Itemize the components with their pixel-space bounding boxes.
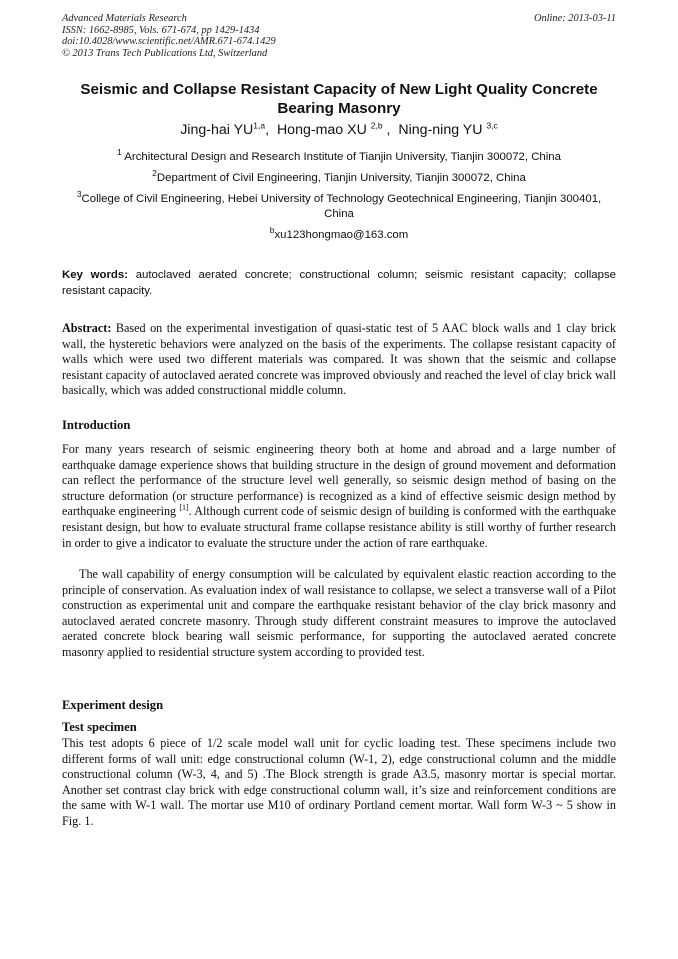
issn-line: ISSN: 1662-8985, Vols. 671-674, pp 1429-1434 bbox=[62, 24, 260, 36]
experiment-paragraph: This test adopts 6 piece of 1/2 scale model wall unit for cyclic loading test. These specimens include two different forms of wall unit: edge constructional column (W-1, 2), edge constructional column and the middle constructional column (W-3, 4, and 5) .The Block strength is grade A3.5, masonry mortar is special mortar. Another set contrast clay brick with edge constructional column wall, it’s size and reinforcement conditions are the same with W-1 wall. The mortar use M10 of ordinary Portland cement mortar. Wall form W-3 ~ 5 show in Fig. 1. bbox=[62, 736, 616, 828]
copyright-line: © 2013 Trans Tech Publications Ltd, Switzerland bbox=[62, 47, 268, 59]
abstract-text: Based on the experimental investigation of quasi-static test of 5 AAC block walls and 1 clay brick wall, the hysteretic behaviors were analyzed on the basis of the experiments. The collapse resistant capacity of walls which were used two different materials was compared. It was shown that the seismic and collapse resistant capacity of autoclaved aerated concrete was improved obviously and reached the level of clay brick wall basically, which was added constructional middle column. bbox=[62, 321, 616, 398]
journal-header bbox=[62, 13, 616, 59]
affiliation-text: Architectural Design and Research Institute of Tianjin University, Tianjin 300072, China bbox=[121, 151, 561, 163]
abstract-label: Abstract: bbox=[62, 321, 112, 335]
affiliation-text: College of Civil Engineering, Hebei University of Technology Geotechnical Engineering, Tianjin 300401, China bbox=[81, 193, 602, 220]
author-name: Jing-hai YU bbox=[180, 122, 254, 138]
affiliation-text: Department of Civil Engineering, Tianjin University, Tianjin 300072, China bbox=[156, 172, 526, 184]
keywords bbox=[62, 268, 616, 299]
keywords-label: Key words: bbox=[62, 269, 128, 281]
affiliation-mark: 1 bbox=[117, 147, 122, 158]
abstract bbox=[62, 321, 616, 399]
introduction-paragraph-1 bbox=[62, 442, 616, 551]
test-specimen-subheading: Test specimen bbox=[62, 720, 137, 734]
author-separator: , bbox=[265, 122, 277, 138]
introduction-paragraph-2: The wall capability of energy consumption will be calculated by equivalent elastic reaction according to the principle of conservation. As evaluation index of wall resistance to collapse, we select a transverse wall of a Pilot construction as experimental unit and compare the earthquake resistant behavior of the clay brick masonry and autoclaved aerated concrete masonry. Through study different constraint measures to improve the autoclaved aerated concrete block bearing wall seismic performance, for supporting the autoclaved aerated concrete masonry applied to residential structure system according to provided test. bbox=[62, 567, 616, 659]
email-mark: b bbox=[269, 225, 275, 236]
affiliation-3 bbox=[62, 189, 616, 222]
affiliation-1 bbox=[62, 147, 616, 165]
journal-name: Advanced Materials Research bbox=[62, 13, 187, 24]
affiliation-mark: 2 bbox=[152, 168, 157, 179]
citation-ref[interactable]: [1] bbox=[179, 503, 189, 513]
keywords-text: autoclaved aerated concrete; constructional column; seismic resistant capacity; collapse resistant capacity. bbox=[62, 269, 616, 297]
author-affiliation-mark: 1,a bbox=[253, 120, 266, 131]
author-email bbox=[62, 225, 616, 243]
author-list bbox=[62, 120, 616, 140]
email-address[interactable]: xu123hongmao@163.com bbox=[274, 229, 409, 241]
doi-line[interactable]: doi:10.4028/www.scientific.net/AMR.671-674.1429 bbox=[62, 36, 276, 48]
paper-title: Seismic and Collapse Resistant Capacity of New Light Quality Concrete Bearing Masonry bbox=[80, 81, 598, 117]
experiment-heading: Experiment design bbox=[62, 698, 164, 712]
author-separator: , bbox=[382, 122, 399, 138]
author-name: Ning-ning YU bbox=[398, 122, 487, 138]
online-date: Online: 2013-03-11 bbox=[533, 13, 616, 24]
affiliation-mark: 3 bbox=[76, 189, 82, 200]
affiliation-2 bbox=[62, 168, 616, 186]
author-name: Hong-mao XU bbox=[276, 122, 371, 138]
intro-text-b: . Although current code of seismic design of building is conformed with the earthquake resistant design, but how to evaluate structural frame collapse resistance ability is still worthy of further research in order to give a indicator to evaluate the structure under the action of rare earthquake. bbox=[62, 504, 616, 550]
author-affiliation-mark: 3,c bbox=[486, 120, 498, 131]
author-affiliation-mark: 2,b bbox=[370, 120, 383, 131]
introduction-heading: Introduction bbox=[62, 418, 131, 432]
intro-text-a: For many years research of seismic engineering theory both at home and abroad and a large number of earthquake damage experience shows that building structure in the design of ground movement and deformation can reflect the performance of the structure level well generally, so seismic design method of basing on the structure deformation (or structure performance) is recognized as a kind of effective seismic design method by earthquake engineering bbox=[62, 442, 616, 519]
